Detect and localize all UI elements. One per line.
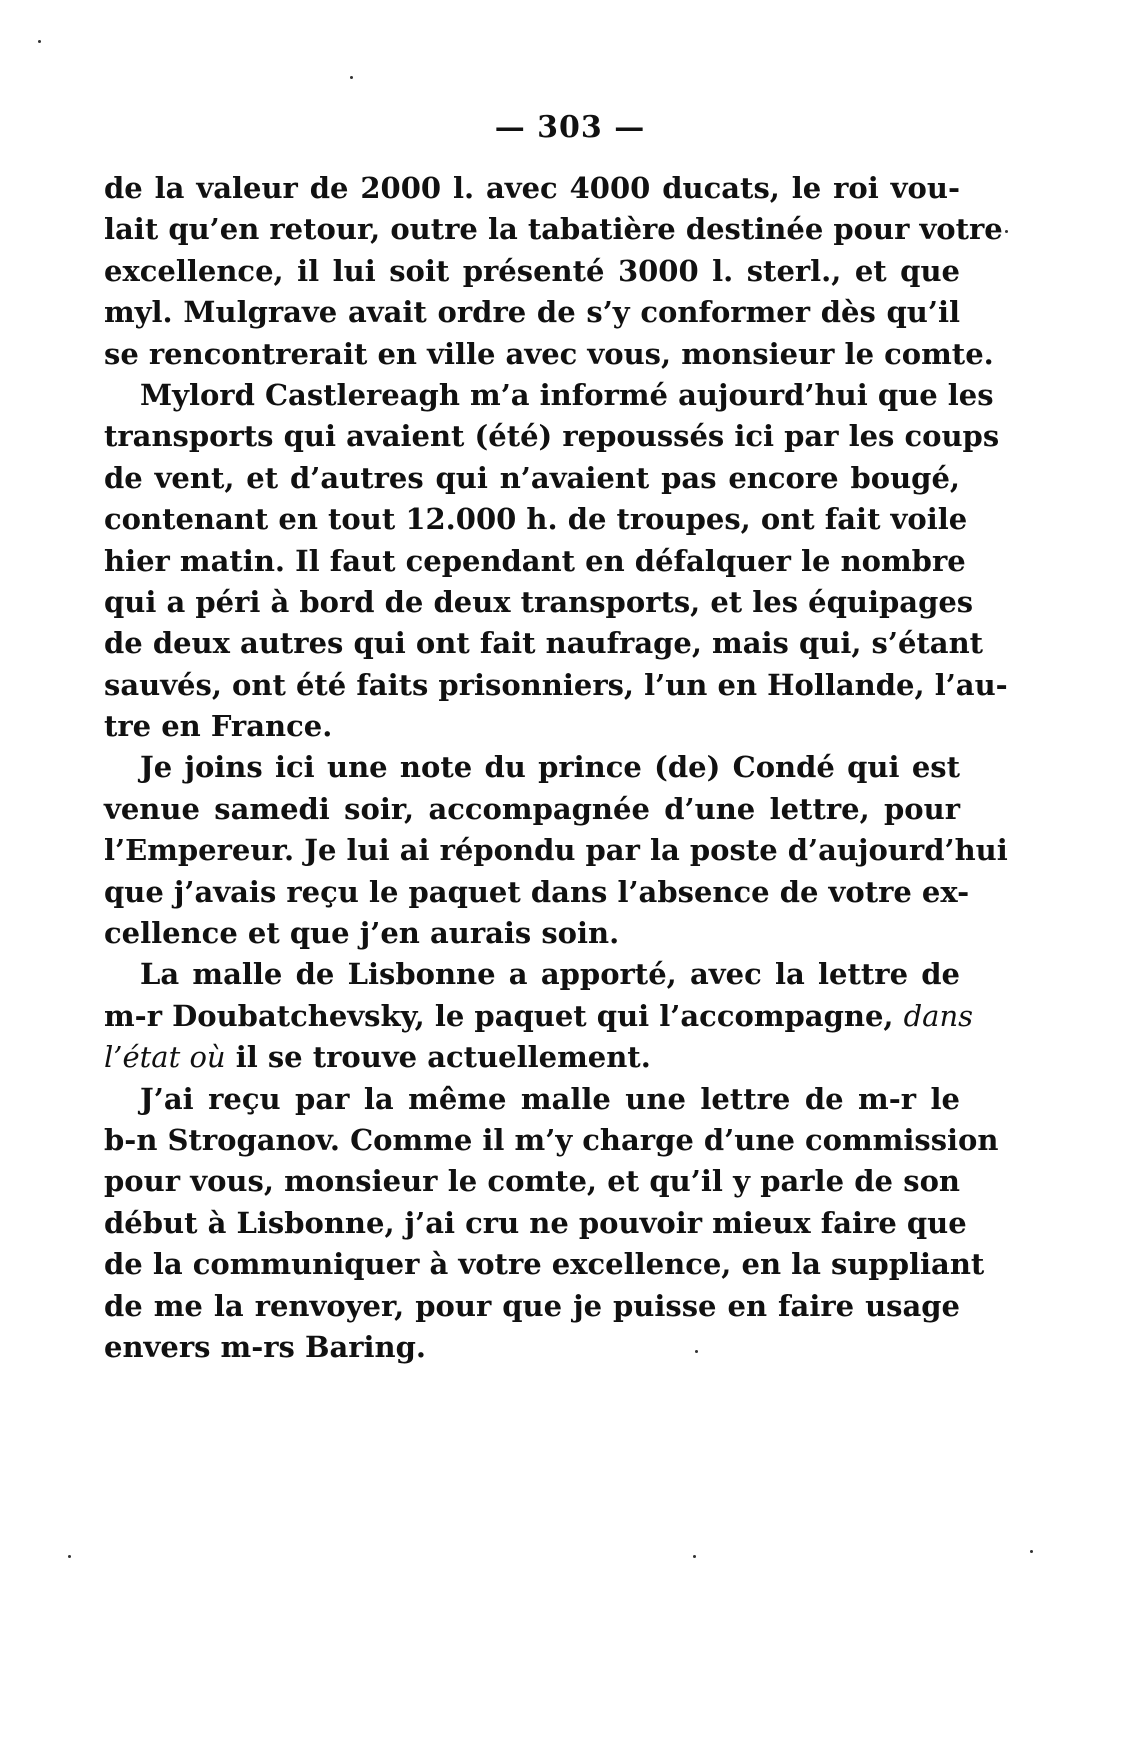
italic-segment: l’état où <box>104 1040 226 1075</box>
text-segment: il se trouve actuellement. <box>235 1040 651 1075</box>
print-speck <box>1005 230 1008 233</box>
page-number: — 303 — <box>494 110 646 145</box>
body-text <box>104 168 1008 1368</box>
text-line: La malle de Lisbonne a apporté, avec la lettre de <box>140 957 960 992</box>
text-line-mixed <box>104 1037 960 1078</box>
text-line: J’ai reçu par la même malle une lettre de m-r le <box>140 1081 960 1116</box>
text-line: excellence, il lui soit présenté 3000 l. sterl., et que <box>104 253 960 288</box>
print-speck <box>68 1555 71 1558</box>
text-line: venue samedi soir, accompagnée d’une lettre, pour <box>104 791 960 826</box>
text-line: hier matin. Il faut cependant en défalquer le nombre <box>104 543 966 578</box>
text-line: sauvés, ont été faits prisonniers, l’un en Hollande, l’au- <box>104 667 1008 702</box>
text-line-mixed <box>104 996 974 1037</box>
text-line: qui a péri à bord de deux transports, et les équipages <box>104 584 974 619</box>
print-speck <box>38 40 41 43</box>
text-line: b-n Stroganov. Comme il m’y charge d’une commission <box>104 1122 999 1157</box>
print-speck <box>693 1555 696 1558</box>
text-line: cellence et que j’en aurais soin. <box>104 916 620 951</box>
print-speck <box>695 1350 698 1353</box>
text-line: contenant en tout 12.000 h. de troupes, ont fait voile <box>104 502 968 537</box>
text-line: début à Lisbonne, j’ai cru ne pouvoir mieux faire que <box>104 1205 967 1240</box>
text-line: transports qui avaient (été) repoussés ici par les coups <box>104 419 1000 454</box>
text-line: myl. Mulgrave avait ordre de s’y conformer dès qu’il <box>104 295 960 330</box>
print-speck <box>350 76 353 79</box>
italic-segment: dans <box>903 998 974 1033</box>
text-line: Mylord Castlereagh m’a informé aujourd’hui que les <box>140 377 994 412</box>
text-line: l’Empereur. Je lui ai répondu par la poste d’aujourd’hui <box>104 833 1008 868</box>
print-speck <box>1030 1550 1033 1553</box>
text-line: se rencontrerait en ville avec vous, monsieur le comte. <box>104 336 994 371</box>
text-line: pour vous, monsieur le comte, et qu’il y parle de son <box>104 1164 960 1199</box>
text-line: de me la renvoyer, pour que je puisse en faire usage <box>104 1288 960 1323</box>
text-line: de la communiquer à votre excellence, en la suppliant <box>104 1247 985 1282</box>
text-line: envers m-rs Baring. <box>104 1329 427 1364</box>
text-line: de la valeur de 2000 l. avec 4000 ducats, le roi vou- <box>104 171 960 205</box>
text-line: de deux autres qui ont fait naufrage, mais qui, s’étant <box>104 626 984 661</box>
text-line: de vent, et d’autres qui n’avaient pas encore bougé, <box>104 460 960 495</box>
text-line: lait qu’en retour, outre la tabatière destinée pour votre <box>104 212 1003 247</box>
text-line: Je joins ici une note du prince (de) Condé qui est <box>140 750 960 785</box>
text-segment: m-r Doubatchevsky, le paquet qui l’accompagne, <box>104 998 894 1033</box>
text-line: tre en France. <box>104 709 333 744</box>
text-line: que j’avais reçu le paquet dans l’absence de votre ex- <box>104 874 970 909</box>
